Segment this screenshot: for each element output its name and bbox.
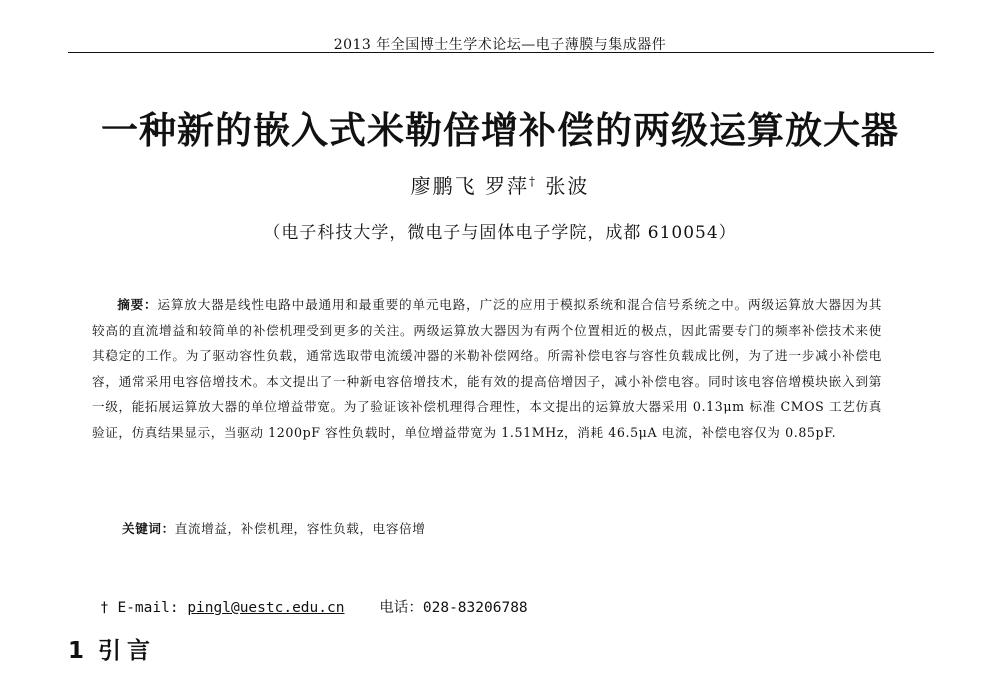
section-title: 引言 [98, 638, 157, 664]
email-label: E-mail: [117, 600, 179, 616]
keywords-label: 关键词： [122, 521, 175, 536]
footnote [100, 596, 800, 617]
author-name: 廖鹏飞 [410, 174, 477, 198]
footnote-mark: † [100, 600, 109, 616]
author-name: 罗萍 [485, 174, 529, 198]
keywords [122, 518, 882, 537]
email-link[interactable]: pingl@uestc.edu.cn [187, 600, 345, 616]
corresponding-author-mark: † [529, 174, 537, 189]
paper-title: 一种新的嵌入式米勒倍增补偿的两级运算放大器 [101, 109, 899, 152]
section-heading [68, 632, 156, 665]
affiliation: （电子科技大学，微电子与固体电子学院，成都 610054） [263, 223, 737, 243]
abstract-label: 摘要： [117, 297, 158, 312]
running-head: 2013 年全国博士生学术论坛—电子薄膜与集成器件 [333, 37, 667, 53]
phone-label: 电话： [379, 600, 423, 616]
section-number: 1 [68, 638, 85, 664]
keywords-text: 直流增益，补偿机理，容性负载，电容倍增 [174, 521, 426, 536]
author-name: 张波 [545, 174, 590, 198]
abstract-text: 运算放大器是线性电路中最通用和最重要的单元电路，广泛的应用于模拟系统和混合信号系统之中。两级运算放大器因为其较高的直流增益和较简单的补偿机理受到更多的关注。两级运算放大器因为有两个位置相近的极点，因此需要专门的频率补偿技术来使其稳定的工作。为了驱动容性负载，通常选取带电流缓冲器的米勒补偿网络。所需补偿电容与容性负载成比例，为了进一步减小补偿电容，通常采用电容倍增技术。本文提出了一种新电容倍增技术，能有效的提高倍增因子，减小补偿电容。同时该电容倍增模块嵌入到第一级，能拓展运算放大器的单位增益带宽。为了验证该补偿机理得合理性，本文提出的运算放大器采用 0.13μm 标准 CMOS 工艺仿真验证，仿真结果显示，当驱动 1200pF 容性负载时，单位增益带宽为 1.51MHz，消耗 46.5μA 电流，补偿电容仅为 0.85pF. [92, 297, 882, 440]
header-rule [68, 52, 934, 53]
abstract [92, 292, 882, 445]
phone-number: 028-83206788 [422, 600, 528, 616]
author-list [0, 170, 1000, 199]
